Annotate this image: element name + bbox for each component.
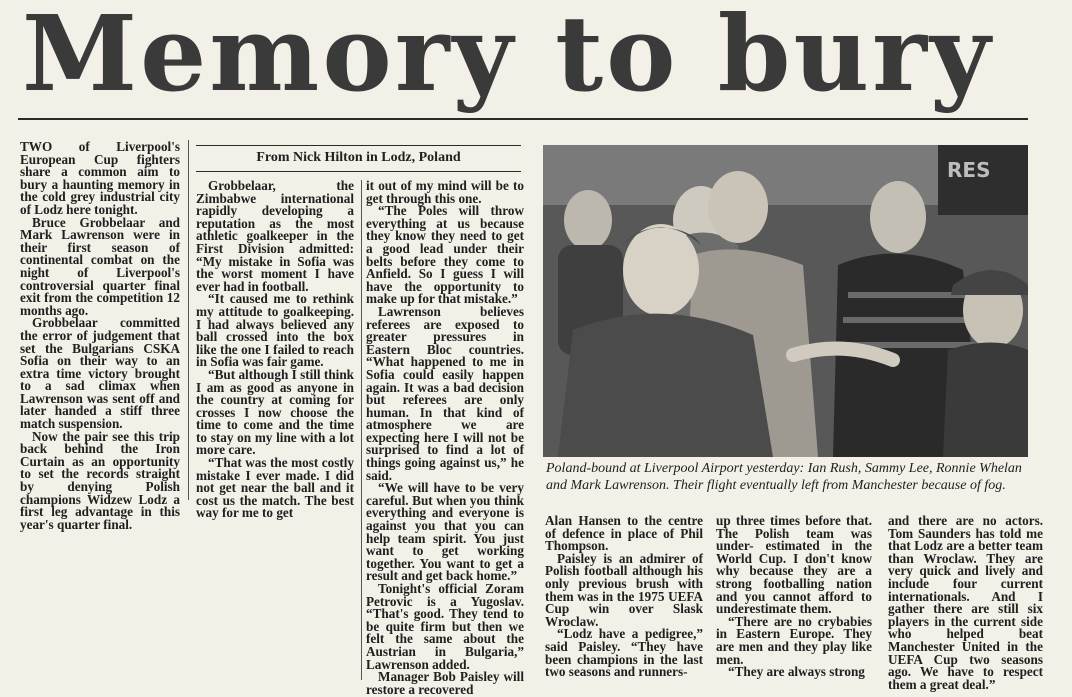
article-column-3 xyxy=(366,180,524,696)
paragraph: “That was the most costly mistake I ever made. I did not get near the ball and it cost us the match. The best way for me to get xyxy=(196,455,354,521)
article-column-2 xyxy=(196,180,354,520)
paragraph: Paisley is an admirer of Polish football although his only previous brush with them was in the 1975 UEFA Cup win over Slask Wroclaw. xyxy=(545,550,703,629)
paragraph: “It caused me to rethink my attitude to goalkeeping. I had always believed any ball crossed into the box like the one I failed to reach in Sofia was fair game. xyxy=(196,291,354,370)
sign-text: RES xyxy=(947,158,991,182)
paragraph: up three times before that. The Polish team was under- estimated in the World Cup. I don't know why because they are a strong footballing nation and you cannot afford to underestimate them. xyxy=(716,513,872,617)
paragraph: “There are no crybabies in Eastern Europe. They are men and they play like men. xyxy=(716,613,872,667)
paragraph: Grobbelaar, the Zimbabwe international rapidly developing a reputation as the most athletic goalkeeper in the First Division admitted: “My mistake in Sofia was the worst moment I have ever had in football. xyxy=(196,178,354,294)
paragraph: and there are no actors. Tom Saunders has told me that Lodz are a better team than Wroclaw. They are very quick and lively and include four current internationals. And I gather there are still six players in the current side who helped beat Manchester United in the UEFA Cup two seasons ago. We have to respect them a great deal.” xyxy=(888,513,1043,692)
paragraph: Lawrenson believes referees are exposed to greater pressures in Eastern Bloc countries. “What happened to me in Sofia could easily happen again. It was a bad decision but referees are only human. In that kind of atmosphere we are expecting here I will not be surprised to find a lot of things going against us,” he said. xyxy=(366,303,524,483)
article-column-4 xyxy=(545,515,703,679)
article-column-1 xyxy=(20,141,180,531)
paragraph: “The Poles will throw everything at us because they know they need to get a good lead under their belts before they come to Anfield. So I guess I will have the opportunity to make up for that mistake.” xyxy=(366,203,524,307)
paragraph: “But although I still think I am as good as anyone in the country at coming for crosses I now choose the time to come and the time to stay on my line with a lot more care. xyxy=(196,366,354,458)
byline: From Nick Hilton in Lodz, Poland xyxy=(256,150,461,165)
paragraph: “Lodz have a pedigree,” said Paisley. “They have been champions in the last two seasons and runners- xyxy=(545,626,703,680)
paragraph: it out of my mind will be to get through this one. xyxy=(366,178,524,206)
column-divider xyxy=(188,140,189,500)
article-column-5 xyxy=(716,515,872,679)
paragraph: Bruce Grobbelaar and Mark Lawrenson were in their first season of continental combat on the night of Liverpool's controversial quarter final exit from the competition 12 months ago. xyxy=(20,214,180,318)
paragraph: TWO of Liverpool's European Cup fighters share a common aim to bury a haunting memory in the cold grey industrial city of Lodz here tonight. xyxy=(20,139,180,217)
headline: Memory to bury xyxy=(22,0,994,115)
paragraph: “We will have to be very careful. But when you think everything and everyone is against you that you can help team spirit. You just want to get working together. You want to get a result and get back home.” xyxy=(366,480,524,584)
headline-rule xyxy=(18,118,1028,120)
byline-rule-bottom xyxy=(196,171,521,172)
column-divider xyxy=(361,180,362,680)
paragraph: Now the pair see this trip back behind the Iron Curtain as an opportunity to set the records straight by denying Polish champions Widzew Lodz a first leg advantage in this year's quarter final. xyxy=(20,428,180,532)
article-column-6 xyxy=(888,515,1043,691)
byline-rule-top xyxy=(196,145,521,146)
paragraph: Grobbelaar committed the error of judgement that set the Bulgarians CSKA Sofia on their way to an extra time victory brought to a sad climax when Lawrenson was sent off and later handed a stiff three match suspension. xyxy=(20,315,180,432)
news-photo xyxy=(543,145,1028,457)
photo-caption: Poland-bound at Liverpool Airport yesterday: Ian Rush, Sammy Lee, Ronnie Whelan and Mark Lawrenson. Their flight eventually left from Manchester because of fog. xyxy=(546,461,1022,493)
paragraph: Alan Hansen to the centre of defence in place of Phil Thompson. xyxy=(545,513,703,554)
paragraph: Tonight's official Zoram Petrovic is a Yugoslav. “That's good. They tend to be quite firm but then we felt the same about the Austrian in Bulgaria,” Lawrenson added. xyxy=(366,581,524,672)
paragraph: “They are always strong xyxy=(728,664,865,680)
photo-figures xyxy=(543,145,1028,457)
paragraph: Manager Bob Paisley will restore a recovered xyxy=(366,669,524,697)
